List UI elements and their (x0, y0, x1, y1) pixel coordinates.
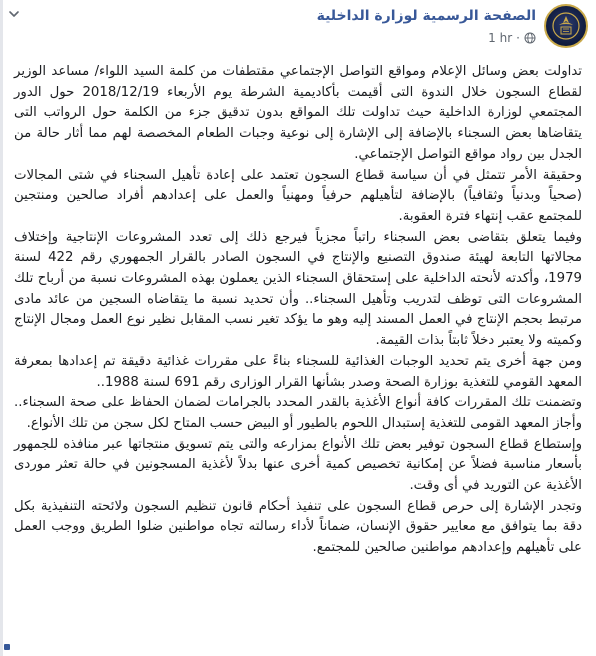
post-paragraph: ومن جهة أخرى يتم تحديد الوجبات الغذائية للسجناء بناءً على مقررات غذائية دقيقة تم إعدادها بمعرفة المعهد القومي للتغذية بوزارة الصحة وصدر بشأنها القرار الوزارى رقم 691 لسنة 1988.. (14, 353, 582, 390)
meta-separator: · (516, 31, 520, 45)
post-paragraph: وتضمنت تلك المقررات كافة أنواع الأغذية بالقدر المحدد بالجرامات لضمان الحفاظ على صحة السجناء.. وأجاز المعهد القومى للتغذية إستبدال اللحوم بالطيور أو البيض حسب المتاح لكل سجن من تلك الأنواع. (14, 395, 582, 431)
left-border (0, 0, 3, 656)
chevron-down-icon[interactable] (8, 8, 20, 20)
post-paragraph: وفيما يتعلق بتقاضى بعض السجناء راتباً مجزياً فيرجع ذلك إلى تعدد المشروعات الإنتاجية وإختلاف مجالاتها التابعة لهيئة صندوق التصنيع والإنتاج في السجون الصادر بالقرار الجمهوري رقم 422 لسنة 1979، وأكدته لأنحته الداخلية على إستحقاق السجناء الذين يعملون بهذه المشروعات نسبة من أرباح تلك المشروعات التى توظف لتدريب وتأهيل السجناء.. وأن تحديد نسبة ما يتقاضاه السجين من عائد مادى مرتبط بحجم الإنتاج في العمل المسند إليه وهو ما يؤكد تغير نسب المقابل نظير نوع العمل ومجال الإنتاج وكميته ولا يعتبر دخلاً ثابتاً بذات القيمة. (14, 229, 582, 349)
post-paragraph: وتجدر الإشارة إلى حرص قطاع السجون على تنفيذ أحكام قانون تنظيم السجون ولائحته التنفيذية بكل دقة بما يتوافق مع معايير حقوق الإنسان، ضماناً لأداء رسالته تجاه مواطنين ضلوا الطريق ووجب العمل على تأهيلهم وإعدادهم مواطنين صالحين للمجتمع. (14, 498, 582, 556)
post-meta (488, 31, 536, 45)
post-text (14, 62, 582, 559)
post-time[interactable]: 1 hr (488, 31, 513, 45)
emblem-graphic (551, 11, 581, 41)
post-paragraph: وحقيقة الأمر تتمثل في أن سياسة قطاع السجون تعتمد على إعادة تأهيل السجناء في شتى المجالات (صحياً وبدنياً وثقافياً) بالإضافة لتأهيلهم حرفياً ومهنياً والعمل على إعدادهم أفراد صالحين ومنتجين للمجتمع عقب إنتهاء فترة العقوبة. (14, 167, 582, 224)
post-header (0, 0, 596, 60)
post-paragraph: تداولت بعض وسائل الإعلام ومواقع التواصل الإجتماعي مقتطفات من كلمة السيد اللواء/ مساعد الوزير لقطاع السجون خلال الندوة التى أقيمت بأكاديمية الشرطة يوم الأربعاء 2018/12/19 حول الدور المجتمعي لوزارة الداخلية حيث تداولت تلك المواقع بدون تدقيق جزء من الكلمة حول الرواتب التى يتقاضاها بعض السجناء بالإضافة إلى الإشارة إلى نوعية وجبات الطعام المخصصة لهم مما أثار حالة من الجدل بين رواد مواقع التواصل الإجتماعي. (14, 64, 582, 162)
ministry-emblem-icon[interactable] (544, 4, 588, 48)
globe-icon[interactable] (524, 32, 536, 44)
page-name-link[interactable]: الصفحة الرسمية لوزارة الداخلية (316, 8, 536, 24)
corner-marker (4, 644, 10, 650)
post-paragraph: وإستطاع قطاع السجون توفير بعض تلك الأنواع بمزارعه والتى يتم تسويق منتجاتها عبر منافذه للجمهور بأسعار مناسبة فضلاً عن إمكانية تخصيص كمية أخرى عنها بدلاً لأغذية المسجونين في حالة تعثر موردى الأغذية عن التوريد في أى وقت. (14, 436, 582, 494)
